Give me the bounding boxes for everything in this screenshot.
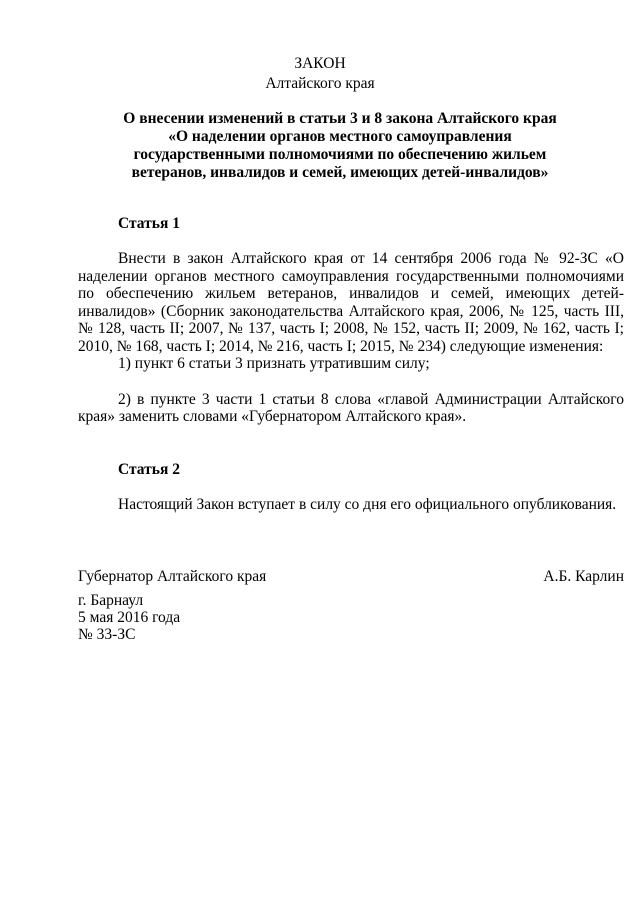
article-2-heading: Статья 2	[118, 461, 180, 478]
region-name: Алтайского края	[265, 75, 375, 92]
article-2-body: Настоящий Закон вступает в силу со дня его официального опубликования.	[118, 496, 617, 513]
article-1-intro: Внести в закон Алтайского края от 14 сентября 2006 года № 92-ЗС «О наделении органов местного самоуправления государственными полномочиями по обеспечению жильем ветеранов, инвалидов и семей, имеющих детей-инвалидов» (Сборник законодательства Алтайского края, 2006, № 125, часть III, № 128, часть II; 2007, № 137, часть I; 2008, № 152, часть II; 2009, № 162, часть I; 2010, № 168, часть I; 2014, № 216, часть I; 2015, № 234) следующие изменения:	[78, 250, 624, 355]
adoption-date: 5 мая 2016 года	[78, 609, 181, 626]
signatory-position: Губернатор Алтайского края	[78, 568, 267, 585]
article-1-body	[78, 250, 624, 426]
place-date-number	[78, 592, 180, 643]
city-name: г. Барнаул	[78, 592, 144, 609]
signature-row	[78, 568, 624, 586]
amendment-item-1: 1) пункт 6 статьи 3 признать утратившим силу;	[118, 355, 430, 372]
law-word: ЗАКОН	[294, 55, 346, 72]
amendment-item-2: 2) в пункте 3 части 1 статьи 8 слова «главой Администрации Алтайского края» заменить словами «Губернатором Алтайского края».	[78, 390, 624, 425]
law-number: № 33-ЗС	[78, 626, 136, 643]
law-title: О внесении изменений в статьи 3 и 8 закона Алтайского края «О наделении органов местного самоуправления государственными полномочиями по обеспечению жильем ветеранов, инвалидов и семей, имеющих детей-инвалидов»	[123, 110, 557, 181]
article-1-heading: Статья 1	[118, 215, 180, 232]
document-header	[0, 54, 640, 94]
signatory-name: А.Б. Карлин	[543, 568, 624, 585]
